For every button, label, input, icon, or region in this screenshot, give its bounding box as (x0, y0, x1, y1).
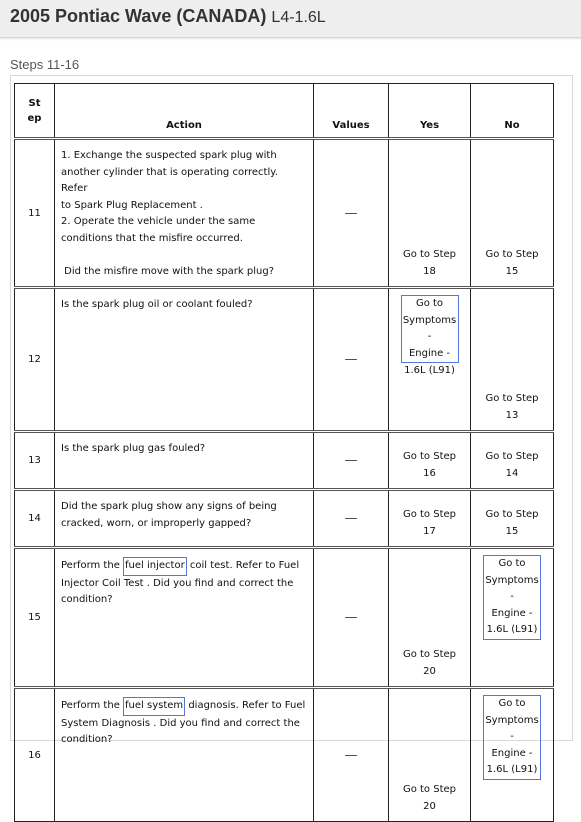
values-cell: — (314, 688, 389, 822)
symptoms-engine-link[interactable]: Go to Symptoms - Engine - (401, 295, 459, 363)
section-label: Steps 11-16 (10, 57, 80, 72)
symptoms-engine-link[interactable]: Go to Symptoms - Engine - 1.6L (L91) (483, 555, 541, 640)
no-cell (471, 688, 554, 822)
diagnostic-table (14, 83, 554, 822)
action-cell: 1. Exchange the suspected spark plug with another cylinder that is operating correctly. Refer to Spark Plug Replacement . 2. Operate the vehicle under the same conditions that the misfire occurred. Did the misfire move with the spark plug? (55, 139, 314, 288)
header-action: Action (55, 84, 314, 139)
no-cell: Go to Step 14 (471, 432, 554, 490)
table-row (15, 490, 554, 548)
values-cell: — (314, 548, 389, 688)
no-cell: Go to Step 15 (471, 490, 554, 548)
step-number: 11 (15, 139, 55, 288)
table-row (15, 432, 554, 490)
header-step: St ep (15, 84, 55, 139)
table-row (15, 548, 554, 688)
yes-cell: Go to Symptoms - Engine - 1.6L (L91) (389, 288, 471, 432)
action-cell: Is the spark plug gas fouled? (55, 432, 314, 490)
table-row (15, 688, 554, 822)
yes-cell: Go to Step 20 (389, 548, 471, 688)
action-cell: Perform the fuel system diagnosis. Refer to Fuel System Diagnosis . Did you find and correct the condition? (55, 688, 314, 822)
table-row (15, 139, 554, 288)
step-number: 14 (15, 490, 55, 548)
step-number: 13 (15, 432, 55, 490)
action-cell: Perform the fuel injector coil test. Refer to Fuel Injector Coil Test . Did you find and correct the condition? (55, 548, 314, 688)
fuel-system-link[interactable]: fuel system (123, 697, 185, 716)
step-number: 12 (15, 288, 55, 432)
values-cell: — (314, 432, 389, 490)
no-cell (471, 548, 554, 688)
step-number: 16 (15, 688, 55, 822)
yes-cell: Go to Step 17 (389, 490, 471, 548)
header-values: Values (314, 84, 389, 139)
yes-cell: Go to Step 16 (389, 432, 471, 490)
header-no: No (471, 84, 554, 139)
values-cell: — (314, 490, 389, 548)
page-title (10, 6, 326, 27)
vehicle-title: 2005 Pontiac Wave (CANADA) (10, 6, 267, 26)
action-cell: Did the spark plug show any signs of being cracked, worn, or improperly gapped? (55, 490, 314, 548)
engine-subtitle: L4-1.6L (271, 9, 326, 26)
header-bar (0, 0, 581, 38)
yes-cell: Go to Step 18 (389, 139, 471, 288)
symptoms-engine-link[interactable]: Go to Symptoms - Engine - 1.6L (L91) (483, 695, 541, 780)
table-row (15, 288, 554, 432)
yes-cell: Go to Step 20 (389, 688, 471, 822)
action-cell: Is the spark plug oil or coolant fouled? (55, 288, 314, 432)
values-cell: — (314, 288, 389, 432)
header-yes: Yes (389, 84, 471, 139)
no-cell: Go to Step 15 (471, 139, 554, 288)
values-cell: — (314, 139, 389, 288)
no-cell: Go to Step 13 (471, 288, 554, 432)
step-number: 15 (15, 548, 55, 688)
table-header-row (15, 84, 554, 139)
fuel-injector-link[interactable]: fuel injector (123, 557, 187, 576)
